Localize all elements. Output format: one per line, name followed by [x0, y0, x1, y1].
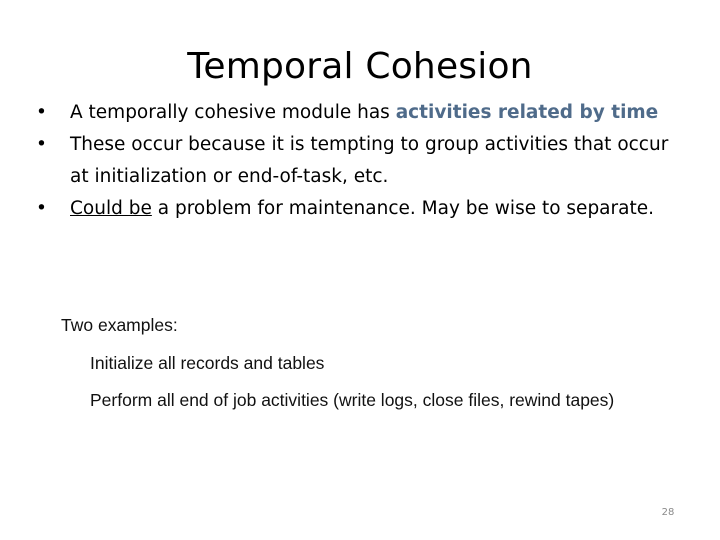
bullet-list	[36, 97, 686, 225]
bullet-icon: •	[36, 102, 47, 123]
example-item-end-of-job: Perform all end of job activities (write logs, close files, rewind tapes)	[90, 390, 615, 410]
highlighted-phrase: activities related by time	[395, 102, 659, 123]
examples-heading: Two examples:	[61, 315, 178, 335]
bullet-text-after: a problem for maintenance. May be wise to separate.	[151, 198, 654, 219]
bullet-item-grouping-reason	[36, 129, 686, 193]
bullet-item-maintenance-warning	[36, 193, 686, 225]
slide-title: Temporal Cohesion	[187, 46, 533, 87]
bullet-icon: •	[36, 134, 47, 155]
bullet-text: A temporally cohesive module has	[70, 102, 396, 123]
bullet-item-temporal-cohesion-definition	[36, 97, 686, 129]
page-number: 28	[661, 507, 675, 518]
underlined-phrase: Could be	[70, 198, 152, 219]
bullet-icon: •	[36, 198, 47, 219]
bullet-text: These occur because it is tempting to group activities that occur at initialization or end-of-task, etc.	[70, 134, 669, 187]
example-item-initialize: Initialize all records and tables	[90, 353, 325, 373]
